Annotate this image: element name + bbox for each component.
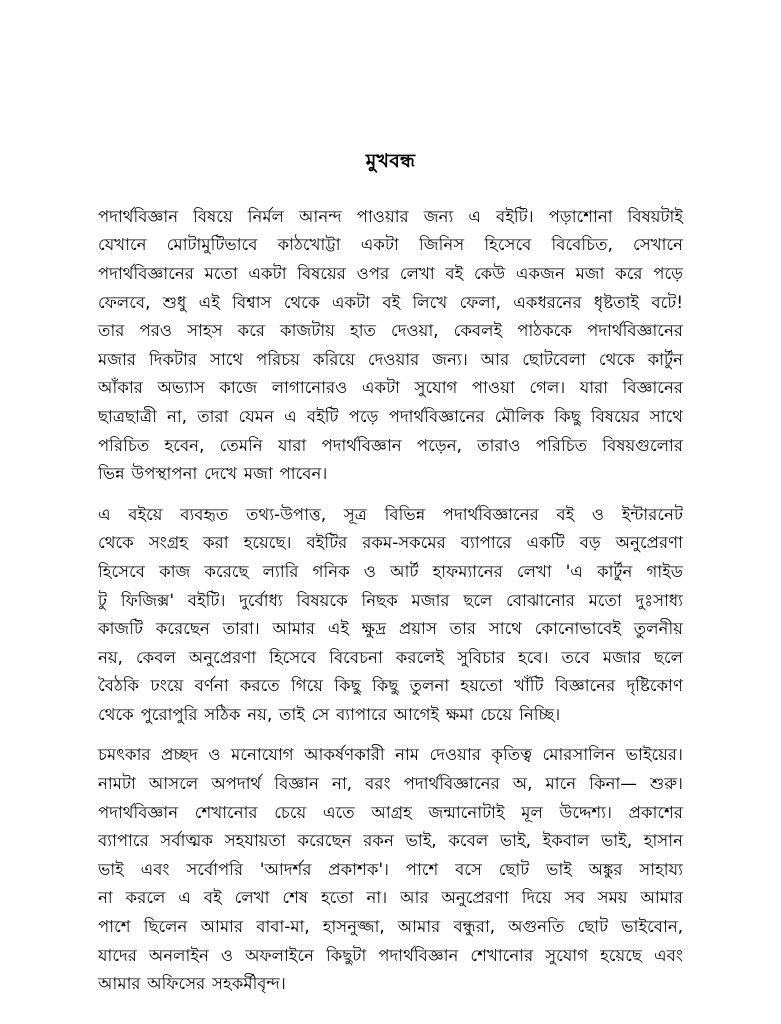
- text-line: ফেলবে, শুধু এই বিশ্বাস থেকে একটা বই লিখে ফেলা, একধরনের ধৃষ্টতাই বটে!: [98, 292, 683, 312]
- text-line: ভাই এবং সর্বোপরি 'আদর্শর প্রকাশক'। পাশে বসে ছোট ভাই অঙ্কুর সাহায্য: [98, 859, 683, 879]
- text-line: থেকে সংগ্রহ করা হয়েছে। বইটির রকম-সকমের ব্যাপারে একটি বড় অনুপ্রেরণা: [98, 533, 683, 553]
- paragraph-3: [98, 741, 683, 998]
- page-title: মুখবন্ধ: [365, 150, 416, 172]
- text-line: চমৎকার প্রচ্ছদ ও মনোযোগ আকর্ষণকারী নাম দেওয়ার কৃতিত্ব মোরসালিন ভাইয়ের।: [98, 745, 683, 765]
- page-content: [98, 0, 683, 999]
- text-line: ছাত্রছাত্রী না, তারা যেমন এ বইটি পড়ে পদার্থবিজ্ঞানের মৌলিক কিছু বিষয়ের সাথে: [98, 406, 683, 426]
- text-line: নামটা আসলে অপদার্থ বিজ্ঞান না, বরং পদার্থবিজ্ঞানের অ, মানে কিনা— শুরু।: [98, 774, 683, 794]
- text-line: বৈঠকি ঢংয়ে বর্ণনা করতে গিয়ে কিছু কিছু তুলনা হয়তো খাঁটি বিজ্ঞানের দৃষ্টিকোণ: [98, 676, 683, 696]
- body-copy: [98, 203, 683, 999]
- text-line: হিসেবে কাজ করেছে ল্যারি গনিক ও আর্ট হাফম্যানের লেখা 'এ কার্টুন গাইড: [98, 561, 683, 581]
- text-line: তার পরও সাহস করে কাজটায় হাত দেওয়া, কেবলই পাঠককে পদার্থবিজ্ঞানের: [98, 321, 683, 341]
- text-line: আমার অফিসের সহকর্মীবৃন্দ।: [98, 974, 286, 994]
- paragraph-1: [98, 203, 683, 489]
- text-line: পদার্থবিজ্ঞানের মতো একটা বিষয়ের ওপর লেখা বই কেউ একজন মজা করে পড়ে: [98, 263, 683, 283]
- text-line: ব্যাপারে সর্বাত্মক সহযায়তা করেছেন রকন ভাই, কবেল ভাই, ইকবাল ভাই, হাসান: [98, 831, 683, 851]
- text-line: টু ফিজিক্স' বইটি। দুর্বোধ্য বিষয়কে নিছক মজার ছলে বোঝানোর মতো দুঃসাধ্য: [98, 590, 683, 610]
- text-line: এ বইয়ে ব্যবহৃত তথ্য-উপাত্ত, সূত্র বিভিন্ন পদার্থবিজ্ঞানের বই ও ইন্টারনেট: [98, 504, 683, 524]
- text-line: মজার দিকটার সাথে পরিচয় করিয়ে দেওয়ার জন্য। আর ছোটবেলা থেকে কার্টুন: [98, 349, 683, 369]
- text-line: যেখানে মোটামুটিভাবে কাঠখোট্টা একটা জিনিস হিসেবে বিবেচিত, সেখানে: [98, 235, 683, 255]
- text-line: পদার্থবিজ্ঞান বিষয়ে নির্মল আনন্দ পাওয়ার জন্য এ বইটি। পড়াশোনা বিষয়টাই: [98, 206, 683, 226]
- text-line: আঁকার অভ্যাস কাজে লাগানোরও একটা সুযোগ পাওয়া গেল। যারা বিজ্ঞানের: [98, 378, 683, 398]
- text-line: কাজটি করেছেন তারা। আমার এই ক্ষুদ্র প্রয়াস তার সাথে কোনোভাবেই তুলনীয়: [98, 619, 683, 639]
- text-line: নয়, কেবল অনুপ্রেরণা হিসেবে বিবেচনা করলেই সুবিচার হবে। তবে মজার ছলে: [98, 647, 683, 667]
- text-line: থেকে পুরোপুরি সঠিক নয়, তাই সে ব্যাপারে আগেই ক্ষমা চেয়ে নিচ্ছি।: [98, 704, 561, 724]
- text-line: না করলে এ বই লেখা শেষ হতো না। আর অনুপ্রেরণা দিয়ে সব সময় আমার: [98, 888, 683, 908]
- text-line: যাদের অনলাইন ও অফলাইনে কিছুটা পদার্থবিজ্ঞান শেখানোর সুযোগ হয়েছে এবং: [98, 945, 683, 965]
- text-line: পরিচিত হবেন, তেমনি যারা পদার্থবিজ্ঞান পড়েন, তারাও পরিচিত বিষয়গুলোর: [98, 435, 683, 455]
- paragraph-2: [98, 501, 683, 730]
- text-line: পদার্থবিজ্ঞান শেখানোর চেয়ে এতে আগ্রহ জন্মানোটাই মূল উদ্দেশ্য। প্রকাশের: [98, 802, 683, 822]
- text-line: ভিন্ন উপস্থাপনা দেখে মজা পাবেন।: [98, 464, 328, 484]
- text-line: পাশে ছিলেন আমার বাবা-মা, হাসনুজ্জা, আমার বন্ধুরা, অগুনতি ছোট ভাইবোন,: [98, 917, 683, 937]
